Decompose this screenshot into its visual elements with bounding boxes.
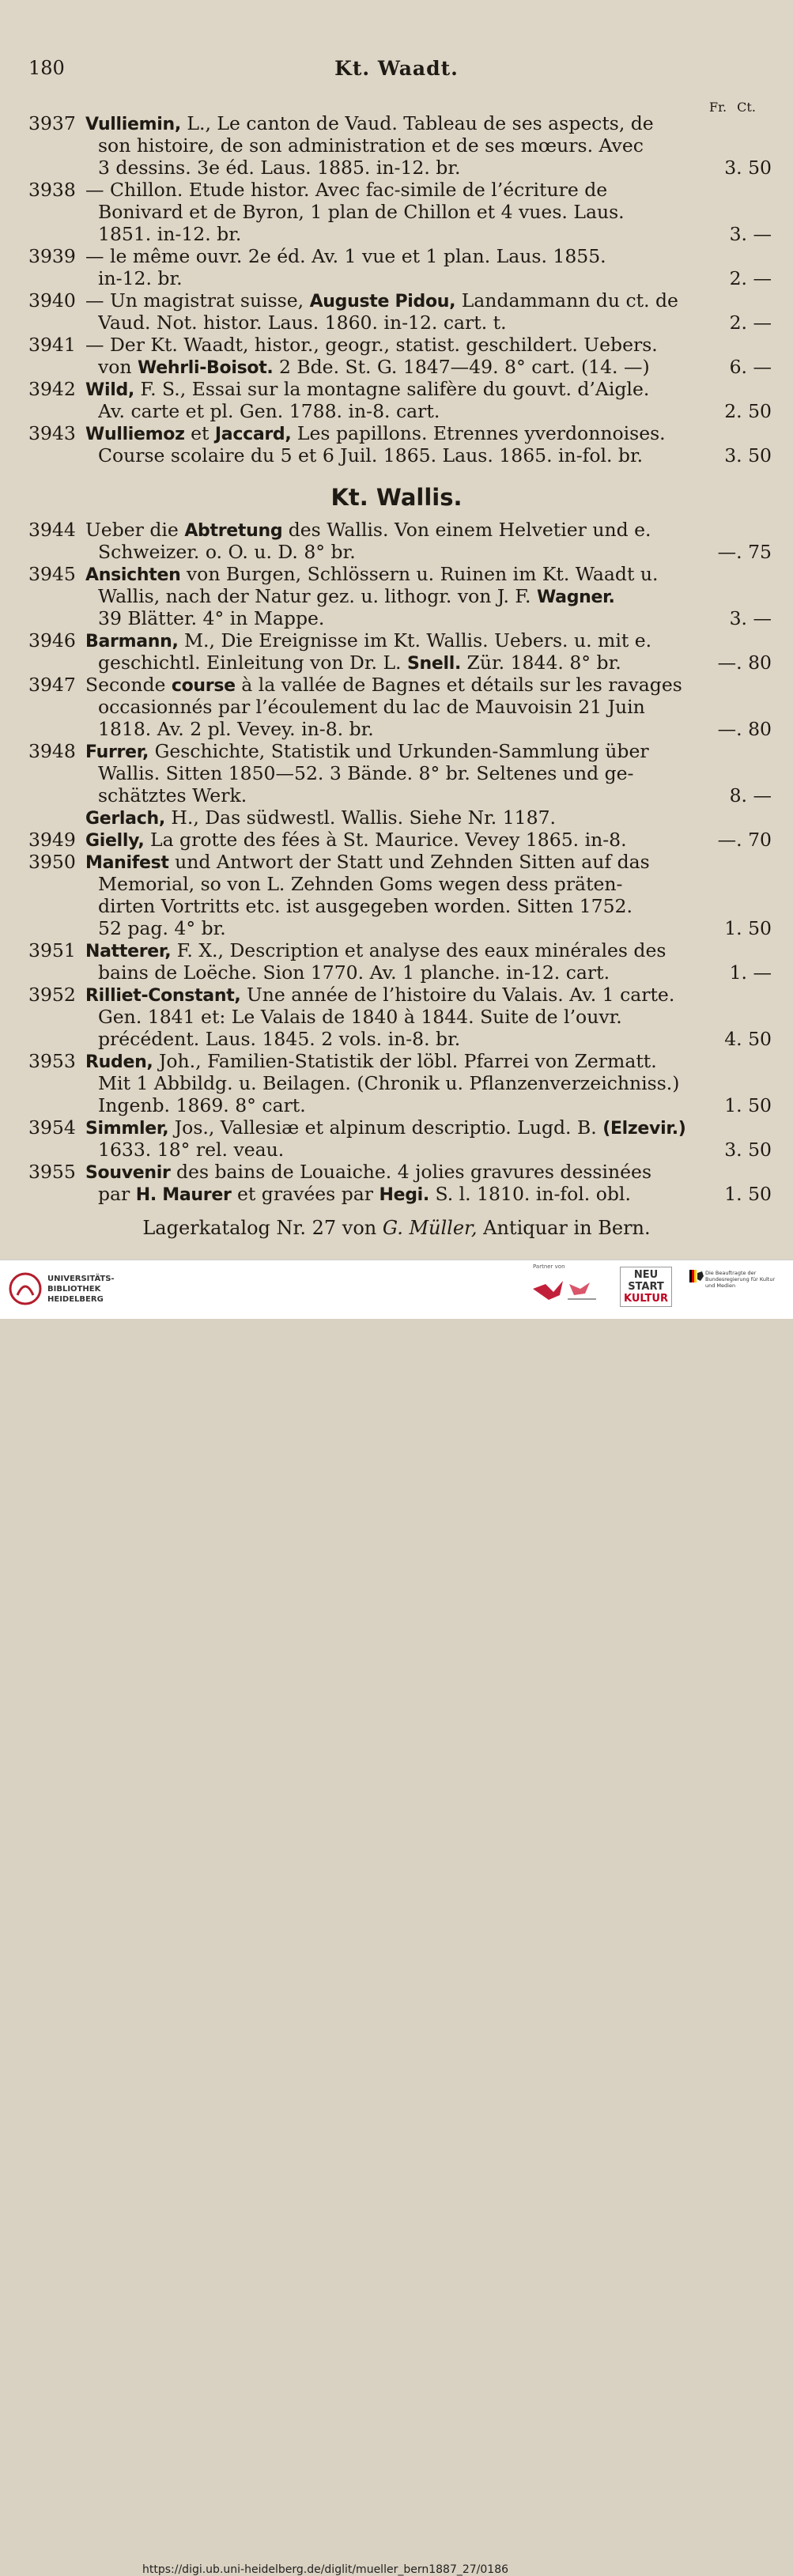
entry-text: bains de Loëche. Sion 1770. Av. 1 planche. in-12. cart. — [98, 961, 610, 984]
entry-line — [98, 762, 724, 784]
entry-author: H. Maurer — [135, 1185, 232, 1205]
entry-line — [85, 334, 724, 356]
entry-author: Barmann, — [85, 632, 179, 652]
library-line: UNIVERSITÄTS- — [47, 1275, 115, 1283]
entry-price: —. 70 — [717, 829, 772, 851]
entry-line — [85, 519, 724, 542]
footer-suffix: Antiquar in Bern. — [477, 1217, 651, 1239]
entry-text: dirten Vortritts etc. ist ausgegeben worden. Sitten 1752. — [98, 895, 633, 917]
entry-line — [98, 223, 724, 245]
entry-line — [98, 607, 724, 629]
entry-text: Seconde — [85, 674, 172, 696]
entry-text: 39 Blätter. 4° in Mappe. — [98, 607, 325, 629]
entry-line — [98, 312, 724, 334]
entry-line — [85, 563, 724, 587]
entry-text: des bains de Louaiche. 4 jolies gravures dessinées — [170, 1161, 651, 1183]
catalog-entry — [28, 939, 772, 984]
entry-line — [98, 1139, 724, 1161]
entry-line — [85, 629, 724, 653]
catalog-entry — [28, 740, 772, 806]
entry-line — [85, 984, 724, 1007]
entry-number: 3941 — [28, 334, 76, 356]
entry-text: F. X., Description et analyse des eaux minérales des — [171, 939, 666, 961]
entry-text: geschichtl. Einleitung von Dr. L. — [98, 652, 407, 674]
entry-number: 3947 — [28, 674, 76, 696]
entry-text: 2 Bde. St. G. 1847—49. 8° cart. (14. —) — [273, 356, 650, 378]
entry-price: —. 80 — [717, 718, 772, 740]
footer-prefix: Lagerkatalog Nr. 27 von — [142, 1217, 383, 1239]
entry-text: Une année de l’histoire du Valais. Av. 1 carte. — [240, 984, 675, 1006]
section-title: Kt. Wallis. — [330, 484, 463, 511]
entry-price: 2. 50 — [724, 400, 772, 422]
entry-price: 3. — — [729, 223, 772, 245]
entry-line — [85, 674, 724, 697]
entry-author: Souvenir — [85, 1163, 171, 1183]
university-library-name[interactable] — [47, 1274, 115, 1305]
entry-text: Geschichte, Statistik und Urkunden-Sammlung über — [149, 740, 649, 762]
catalog-entry — [28, 629, 772, 674]
entry-number: 3951 — [28, 939, 76, 961]
entry-text: Ingenb. 1869. 8° cart. — [98, 1094, 306, 1116]
entry-author: Wehrli-Boisot. — [138, 358, 274, 378]
entry-number: 3950 — [28, 851, 76, 873]
entry-text: Zür. 1844. 8° br. — [461, 652, 621, 674]
entry-text: et — [184, 422, 215, 444]
entry-number: 3955 — [28, 1161, 76, 1183]
entry-text: Ueber die — [85, 519, 185, 541]
entry-text: Course scolaire du 5 et 6 Juil. 1865. Laus. 1865. in-fol. br. — [98, 444, 644, 466]
entry-number: 3953 — [28, 1050, 76, 1072]
entry-author: Simmler, — [85, 1119, 169, 1139]
entry-price: 2. — — [729, 312, 772, 334]
entry-text: und Antwort der Statt und Zehnden Sitten auf das — [168, 851, 650, 873]
entry-line — [98, 157, 724, 179]
partner-bird-logo-icon[interactable] — [530, 1273, 601, 1305]
entry-author: (Elzevir.) — [602, 1119, 686, 1139]
entry-text: S. l. 1810. in-fol. obl. — [429, 1183, 631, 1205]
entry-line — [85, 245, 724, 267]
entry-text: H., Das südwestl. Wallis. Siehe Nr. 1187. — [164, 806, 556, 829]
catalog-entry — [28, 245, 772, 289]
entry-text: Gen. 1841 et: Le Valais de 1840 à 1844. Suite de l’ouvr. — [98, 1006, 622, 1028]
catalog-entry — [28, 378, 772, 422]
entry-line — [98, 1028, 724, 1050]
entry-price: 2. — — [729, 267, 772, 289]
entry-text: son histoire, de son administration et de ses mœurs. Avec — [98, 134, 644, 157]
catalog-entry — [28, 829, 772, 851]
catalog-entry — [28, 806, 772, 829]
catalog-page — [0, 0, 793, 1260]
entry-text: Jos., Vallesiæ et alpinum descriptio. Lugd. B. — [168, 1116, 603, 1139]
entry-line — [85, 939, 724, 963]
entry-number: 3952 — [28, 984, 76, 1006]
entry-line — [98, 652, 724, 675]
entry-price: 3. 50 — [724, 1139, 772, 1161]
entry-author: Abtretung — [184, 521, 283, 541]
entry-text: des Wallis. Von einem Helvetier und e. — [282, 519, 651, 541]
entry-text: in-12. br. — [98, 267, 183, 289]
entry-line — [85, 179, 724, 201]
entry-author: course — [171, 676, 236, 696]
entry-number: 3937 — [28, 112, 76, 134]
entry-number: 3946 — [28, 629, 76, 652]
entry-text: par — [98, 1183, 136, 1205]
entry-line — [98, 917, 724, 939]
entry-text: 3 dessins. 3e éd. Laus. 1885. in-12. br. — [98, 157, 461, 179]
entry-text: von Burgen, Schlössern u. Ruinen im Kt. Waadt u. — [180, 563, 659, 585]
library-footer-bar — [0, 1260, 793, 2576]
entry-author: Natterer, — [85, 942, 172, 961]
entry-text: Wallis, nach der Natur gez. u. lithogr. von J. F. — [98, 585, 537, 607]
entry-price: 1. 50 — [724, 1094, 772, 1116]
entry-author: Wulliemoz — [85, 425, 185, 444]
entry-author: Gielly, — [85, 831, 145, 851]
entry-price: 4. 50 — [724, 1028, 772, 1050]
entry-text: Bonivard et de Byron, 1 plan de Chillon et 4 vues. Laus. — [98, 201, 625, 223]
entry-text: Wallis. Sitten 1850—52. 3 Bände. 8° br. Seltenes und ge- — [98, 762, 634, 784]
entry-text: — le même ouvr. 2e éd. Av. 1 vue et 1 plan. Laus. 1855. — [85, 245, 606, 267]
entry-number: 3938 — [28, 179, 76, 201]
entry-author: Wagner. — [536, 587, 615, 607]
entry-price: 3. 50 — [724, 157, 772, 179]
entry-text: Schweizer. o. O. u. D. 8° br. — [98, 541, 356, 563]
entry-line — [85, 422, 724, 446]
entry-author: Ansichten — [85, 565, 181, 585]
entry-line — [98, 201, 724, 223]
entry-text: 1633. 18° rel. veau. — [98, 1139, 285, 1161]
page-header: Kt. Waadt. — [334, 57, 459, 80]
entry-price: 3. — — [729, 607, 772, 629]
partner-label: Partner von — [533, 1263, 565, 1270]
entry-price: 1. 50 — [724, 917, 772, 939]
entry-price: —. 80 — [717, 652, 772, 674]
entry-line — [98, 1072, 724, 1094]
entry-line — [98, 961, 724, 984]
entry-line — [98, 784, 724, 806]
entry-line — [98, 267, 724, 289]
entry-number: 3949 — [28, 829, 76, 851]
entry-text: — Chillon. Etude histor. Avec fac-simile de l’écriture de — [85, 179, 608, 201]
entry-price: 1. 50 — [724, 1183, 772, 1205]
entry-number: 3943 — [28, 422, 76, 444]
entry-author: Auguste Pidou, — [309, 292, 456, 312]
catalog-entry — [28, 1161, 772, 1205]
entry-line — [85, 378, 724, 402]
catalog-entry — [28, 674, 772, 740]
entry-text: L., Le canton de Vaud. Tableau de ses aspects, de — [180, 112, 654, 134]
entry-line — [98, 1094, 724, 1116]
federal-commissioner-text: Die Beauftragte der Bundesregierung für Kultur und Medien — [705, 1270, 776, 1289]
neu-line: NEU — [633, 1269, 659, 1281]
entry-line — [85, 1116, 724, 1140]
catalog-entry — [28, 519, 772, 563]
entry-number: 3945 — [28, 563, 76, 585]
entry-text: Les papillons. Etrennes yverdonnoises. — [291, 422, 666, 444]
entry-author: Hegi. — [379, 1185, 429, 1205]
entry-line — [98, 400, 724, 422]
entry-line — [98, 444, 724, 466]
entry-line — [85, 740, 724, 764]
entry-number: 3940 — [28, 289, 76, 312]
source-url[interactable]: https://digi.ub.uni-heidelberg.de/diglit/mueller_bern1887_27/0186 — [142, 2563, 509, 2576]
entry-author: Snell. — [407, 654, 462, 674]
entry-line — [98, 873, 724, 895]
entry-number: 3948 — [28, 740, 76, 762]
entry-text: 1851. in-12. br. — [98, 223, 242, 245]
entry-text: 1818. Av. 2 pl. Vevey. in-8. br. — [98, 718, 374, 740]
entry-text: Mit 1 Abbildg. u. Beilagen. (Chronik u. Pflanzenverzeichniss.) — [98, 1072, 680, 1094]
entry-text: — Un magistrat suisse, — [85, 289, 310, 312]
entry-author: Ruden, — [85, 1052, 153, 1072]
entry-line — [98, 356, 724, 380]
entry-text: Joh., Familien-Statistik der löbl. Pfarrei von Zermatt. — [153, 1050, 657, 1072]
entry-line — [85, 112, 724, 136]
entry-price: 1. — — [729, 961, 772, 984]
entry-text: schätztes Werk. — [98, 784, 247, 806]
entry-line — [98, 895, 724, 917]
entry-line — [98, 134, 724, 157]
catalog-entry — [28, 422, 772, 466]
entry-line — [85, 829, 724, 852]
entry-text: et gravées par — [231, 1183, 380, 1205]
entry-text: occasionnés par l’écoulement du lac de Mauvoisin 21 Juin — [98, 696, 645, 718]
entry-text: Av. carte et pl. Gen. 1788. in-8. cart. — [98, 400, 440, 422]
entry-line — [85, 851, 724, 874]
entry-text: Vaud. Not. histor. Laus. 1860. in-12. cart. t. — [98, 312, 507, 334]
entry-line — [98, 1006, 724, 1028]
page-number: 180 — [28, 57, 65, 79]
entry-line — [98, 696, 724, 718]
entry-number: 3942 — [28, 378, 76, 400]
entry-number: 3954 — [28, 1116, 76, 1139]
library-line: HEIDELBERG — [47, 1295, 104, 1304]
catalog-entry — [28, 334, 772, 378]
entry-author: Vulliemin, — [85, 115, 181, 134]
neu-line: START — [628, 1281, 664, 1293]
currency-header: Fr. Ct. — [709, 100, 756, 115]
entry-text: Memorial, so von L. Zehnden Goms wegen dess präten- — [98, 873, 623, 895]
entry-text: M., Die Ereignisse im Kt. Wallis. Uebers. u. mit e. — [178, 629, 652, 652]
catalog-entry — [28, 1050, 772, 1116]
entry-line — [98, 541, 724, 563]
catalog-entry — [28, 1116, 772, 1161]
catalog-entry — [28, 563, 772, 629]
entry-price: 8. — — [729, 784, 772, 806]
entry-text: — Der Kt. Waadt, histor., geogr., statist. geschildert. Uebers. — [85, 334, 658, 356]
entry-price: —. 75 — [717, 541, 772, 563]
entry-author: Manifest — [85, 853, 169, 873]
entry-number: 3939 — [28, 245, 76, 267]
entry-author: Furrer, — [85, 742, 149, 762]
entry-author: Gerlach, — [85, 809, 165, 829]
entry-number: 3944 — [28, 519, 76, 541]
entry-author: Rilliet-Constant, — [85, 986, 241, 1006]
entry-author: Jaccard, — [214, 425, 292, 444]
entry-text: F. S., Essai sur la montagne salifère du gouvt. d’Aigle. — [134, 378, 650, 400]
catalog-footer — [0, 1217, 793, 1239]
entry-text: à la vallée de Bagnes et détails sur les ravages — [235, 674, 682, 696]
university-library-logo-icon[interactable] — [8, 1271, 43, 1306]
entry-line — [85, 289, 724, 313]
entry-line — [85, 1161, 724, 1184]
entry-author: Wild, — [85, 380, 134, 400]
entry-line — [98, 585, 724, 609]
entry-price: 3. 50 — [724, 444, 772, 466]
footer-dealer-name: G. Müller, — [382, 1217, 478, 1239]
catalog-entry — [28, 112, 772, 179]
catalog-entry — [28, 289, 772, 334]
entry-text: Landammann du ct. de — [455, 289, 678, 312]
entry-text: von — [98, 356, 138, 378]
entry-text: précédent. Laus. 1845. 2 vols. in-8. br. — [98, 1028, 461, 1050]
entry-line — [85, 806, 724, 830]
entry-text: La grotte des fées à St. Maurice. Vevey 1865. in-8. — [144, 829, 627, 851]
library-line: BIBLIOTHEK — [47, 1285, 101, 1294]
entry-line — [85, 1050, 724, 1074]
entry-price: 6. — — [729, 356, 772, 378]
neu-line: KULTUR — [624, 1293, 668, 1305]
catalog-entry — [28, 179, 772, 245]
neustart-kultur-logo[interactable] — [620, 1267, 672, 1307]
entry-line — [98, 718, 724, 740]
catalog-entry — [28, 851, 772, 939]
entry-text: 52 pag. 4° br. — [98, 917, 226, 939]
entry-line — [98, 1183, 724, 1207]
catalog-entry — [28, 984, 772, 1050]
